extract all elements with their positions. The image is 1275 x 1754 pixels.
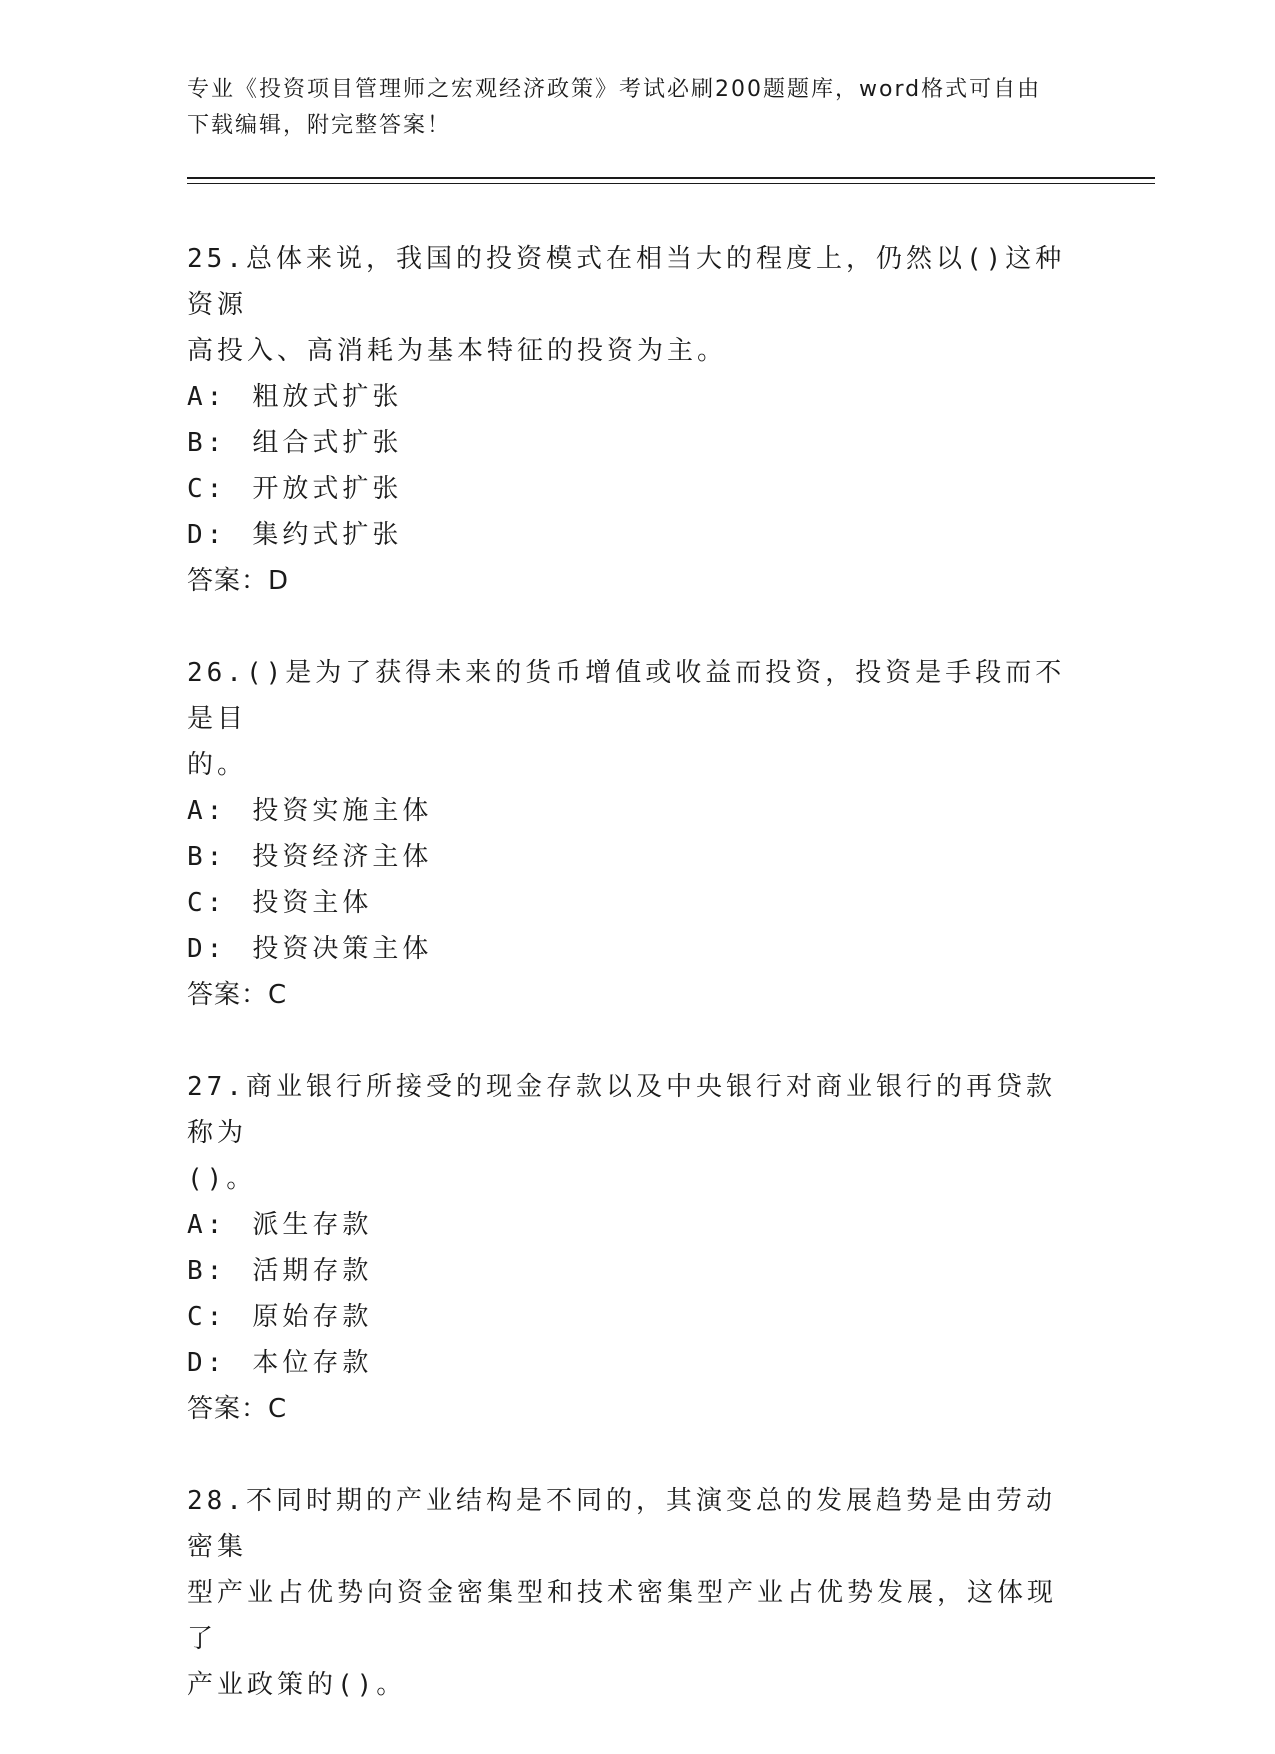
option-text: 投资决策主体 [252, 934, 433, 964]
option-text: 活期存款 [252, 1256, 373, 1286]
question-block [187, 1064, 1067, 1432]
question-stem-line: 型产业占优势向资金密集型和技术密集型产业占优势发展，这体现了 [187, 1578, 1058, 1654]
question-stem-line: 28.不同时期的产业结构是不同的，其演变总的发展趋势是由劳动密集 [187, 1486, 1056, 1562]
answer-option [187, 420, 1067, 466]
question-stem-line: ()。 [187, 1164, 257, 1194]
option-letter: C: [187, 1302, 227, 1332]
question-block [187, 236, 1067, 604]
option-text: 投资主体 [252, 888, 373, 918]
option-text: 本位存款 [252, 1348, 373, 1378]
option-letter: D: [187, 934, 227, 964]
option-letter: D: [187, 520, 227, 550]
header-divider-thin [187, 183, 1155, 184]
question-stem-line: 25.总体来说，我国的投资模式在相当大的程度上，仍然以()这种资源 [187, 244, 1066, 320]
option-letter: C: [187, 888, 227, 918]
option-letter: A: [187, 796, 227, 826]
answer-key: 答案：D [187, 566, 290, 596]
answer-option [187, 1202, 1067, 1248]
question-stem-line: 27.商业银行所接受的现金存款以及中央银行对商业银行的再贷款称为 [187, 1072, 1056, 1148]
answer-key: 答案：C [187, 980, 288, 1010]
option-text: 开放式扩张 [252, 474, 403, 504]
answer-option [187, 466, 1067, 512]
option-letter: A: [187, 1210, 227, 1240]
option-letter: C: [187, 474, 227, 504]
header-line-1: 专业《投资项目管理师之宏观经济政策》考试必刷200题题库，word格式可自由 [187, 77, 1042, 102]
question-stem-line: 产业政策的()。 [187, 1670, 407, 1700]
answer-option [187, 1340, 1067, 1386]
question-block [187, 1478, 1067, 1708]
answer-option [187, 926, 1067, 972]
answer-key: 答案：C [187, 1394, 288, 1424]
answer-option [187, 880, 1067, 926]
header-divider-thick [187, 177, 1155, 179]
option-text: 投资经济主体 [252, 842, 433, 872]
question-stem-line: 的。 [187, 750, 248, 780]
option-letter: B: [187, 428, 227, 458]
header-line-2: 下载编辑，附完整答案！ [187, 113, 452, 138]
answer-option [187, 374, 1067, 420]
option-text: 组合式扩张 [252, 428, 403, 458]
answer-option [187, 834, 1067, 880]
option-text: 原始存款 [252, 1302, 373, 1332]
question-list [187, 236, 1067, 1754]
option-letter: D: [187, 1348, 227, 1378]
option-text: 粗放式扩张 [252, 382, 403, 412]
option-text: 投资实施主体 [252, 796, 433, 826]
answer-option [187, 512, 1067, 558]
answer-option [187, 788, 1067, 834]
document-header [187, 72, 1067, 144]
option-letter: B: [187, 842, 227, 872]
option-text: 集约式扩张 [252, 520, 403, 550]
option-letter: B: [187, 1256, 227, 1286]
option-letter: A: [187, 382, 227, 412]
question-stem-line: 26.()是为了获得未来的货币增值或收益而投资，投资是手段而不是目 [187, 658, 1066, 734]
question-block [187, 650, 1067, 1018]
option-text: 派生存款 [252, 1210, 373, 1240]
question-stem-line: 高投入、高消耗为基本特征的投资为主。 [187, 336, 728, 366]
answer-option [187, 1294, 1067, 1340]
answer-option [187, 1248, 1067, 1294]
